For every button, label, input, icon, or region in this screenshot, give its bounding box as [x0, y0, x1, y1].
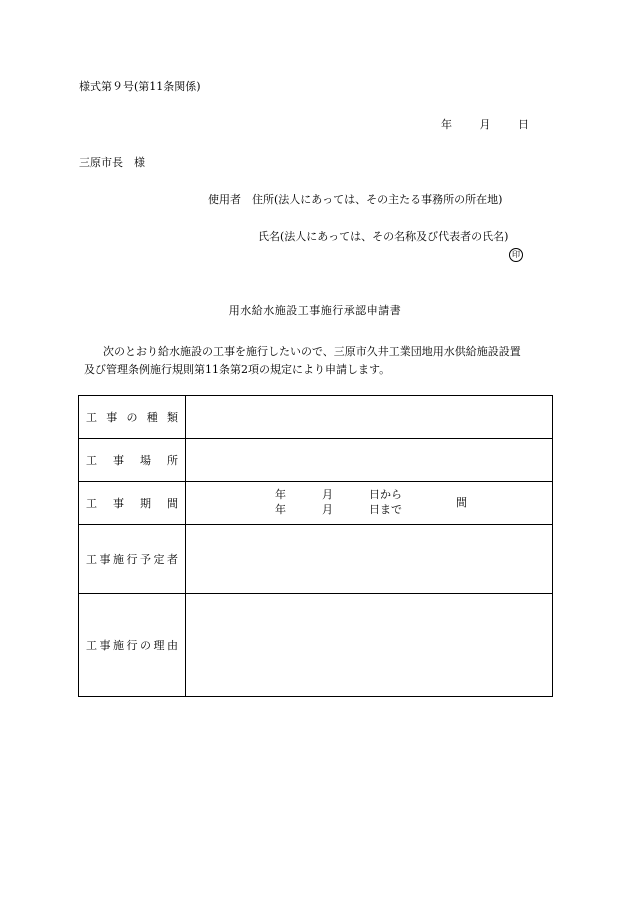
applicant-name-line: 氏名(法人にあっては、その名称及び代表者の氏名)	[258, 230, 509, 243]
row-label-contractor: 工 事 施 行 予 定 者	[79, 525, 186, 594]
row-label-work-location: 工 事 場 所	[79, 439, 186, 482]
document-title: 用水給水施設工事施行承認申請書	[228, 304, 402, 317]
period-duration: 間	[456, 496, 467, 509]
body-line-1: 次のとおり給水施設の工事を施行したいので、三原市久井工業団地用水供給施設設置	[103, 345, 521, 358]
table-row	[79, 439, 553, 482]
reason-field[interactable]	[186, 594, 553, 697]
seal-mark: 印	[509, 248, 523, 262]
date-year: 年	[441, 118, 452, 131]
period-start-month: 月	[322, 488, 333, 501]
period-start-year: 年	[275, 488, 286, 501]
body-line-2: 及び管理条例施行規則第11条第2項の規定により申請します。	[84, 363, 391, 376]
application-table	[78, 395, 553, 697]
table-row	[79, 525, 553, 594]
date-line	[441, 118, 529, 132]
work-location-field[interactable]	[186, 439, 553, 482]
body-text	[84, 343, 554, 379]
table-row	[79, 482, 553, 525]
row-label-work-type: 工 事 の 種 類	[79, 396, 186, 439]
work-type-field[interactable]	[186, 396, 553, 439]
table-row	[79, 396, 553, 439]
date-month: 月	[479, 118, 491, 131]
applicant-address-line: 使用者 住所(法人にあっては、その主たる事務所の所在地)	[208, 193, 503, 206]
form-number: 様式第９号(第11条関係)	[79, 80, 201, 93]
date-day: 日	[518, 118, 529, 131]
contractor-field[interactable]	[186, 525, 553, 594]
row-label-reason: 工 事 施 行 の 理 由	[79, 594, 186, 697]
period-to: 日まで	[369, 503, 402, 516]
table-row	[79, 594, 553, 697]
period-end-month: 月	[322, 503, 333, 516]
addressee: 三原市長 様	[79, 156, 145, 169]
period-from: 日から	[369, 488, 402, 501]
period-end-year: 年	[275, 503, 286, 516]
row-label-work-period: 工 事 期 間	[79, 482, 186, 525]
work-period-field[interactable]	[186, 482, 553, 525]
